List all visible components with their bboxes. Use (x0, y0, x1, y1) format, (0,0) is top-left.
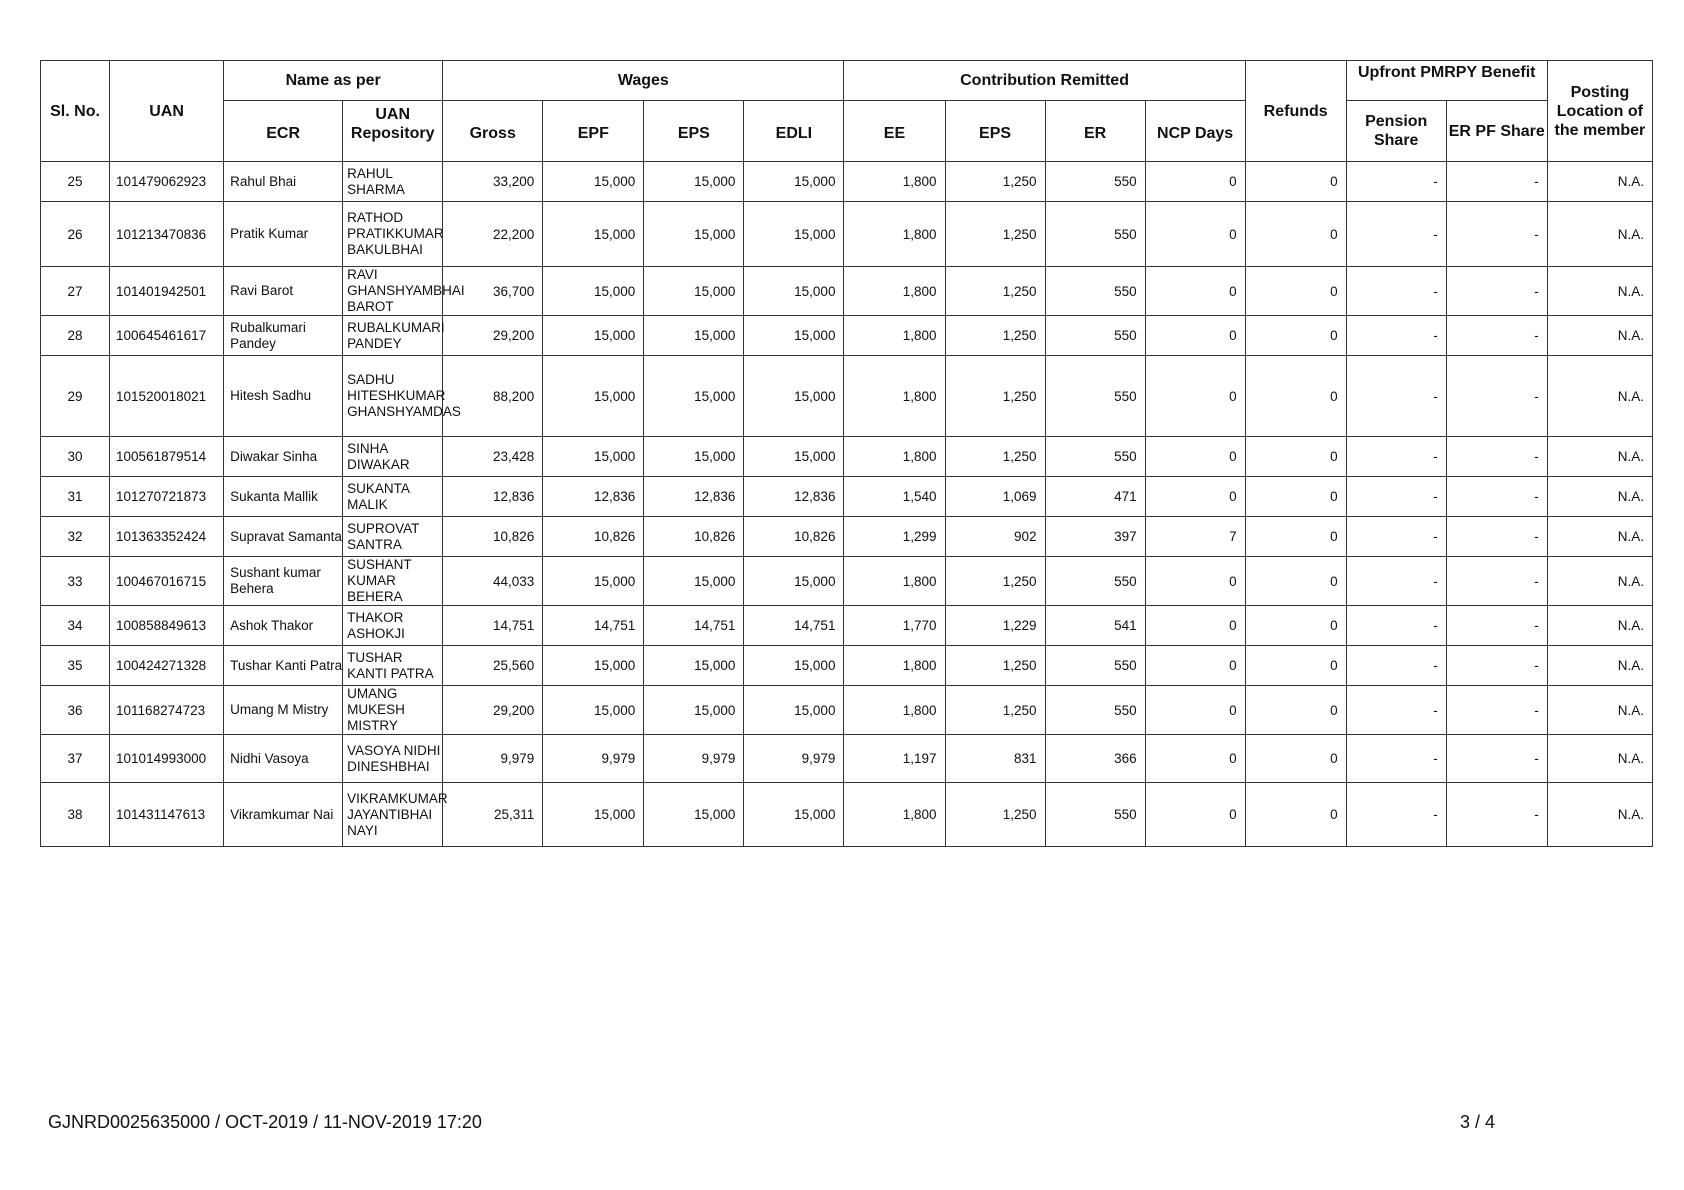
cell-eps-contribution: 1,250 (945, 437, 1045, 477)
cell-ncp-days: 0 (1145, 686, 1245, 735)
cell-uan: 101401942501 (110, 267, 224, 316)
table-row (41, 606, 1653, 646)
cell-er-pf-share: - (1446, 477, 1547, 517)
cell-uan-repository-name: UMANG MUKESH MISTRY (343, 686, 443, 735)
cell-refunds: 0 (1245, 316, 1346, 356)
cell-ee: 1,540 (844, 477, 945, 517)
cell-eps: 15,000 (644, 267, 744, 316)
cell-er: 550 (1045, 202, 1145, 267)
cell-uan-repository-name: TUSHAR KANTI PATRA (343, 646, 443, 686)
cell-epf: 15,000 (543, 267, 644, 316)
cell-edli: 15,000 (744, 686, 844, 735)
cell-uan: 100561879514 (110, 437, 224, 477)
cell-edli: 15,000 (744, 557, 844, 606)
cell-posting-location: N.A. (1547, 735, 1652, 783)
col-group-contribution-remitted: Contribution Remitted (844, 61, 1245, 101)
cell-posting-location: N.A. (1547, 557, 1652, 606)
cell-pension-share: - (1346, 606, 1446, 646)
cell-edli: 15,000 (744, 162, 844, 202)
cell-er-pf-share: - (1446, 267, 1547, 316)
cell-gross: 12,836 (443, 477, 543, 517)
cell-uan: 101270721873 (110, 477, 224, 517)
cell-epf: 9,979 (543, 735, 644, 783)
cell-er: 550 (1045, 557, 1145, 606)
cell-eps-contribution: 1,250 (945, 686, 1045, 735)
cell-posting-location: N.A. (1547, 162, 1652, 202)
cell-gross: 25,560 (443, 646, 543, 686)
cell-uan: 101363352424 (110, 517, 224, 557)
cell-gross: 25,311 (443, 783, 543, 847)
cell-er-pf-share: - (1446, 162, 1547, 202)
cell-sl-no: 33 (41, 557, 110, 606)
cell-uan: 101014993000 (110, 735, 224, 783)
table-row (41, 316, 1653, 356)
cell-ee: 1,800 (844, 356, 945, 437)
cell-edli: 15,000 (744, 437, 844, 477)
cell-eps: 15,000 (644, 437, 744, 477)
cell-er: 541 (1045, 606, 1145, 646)
cell-gross: 88,200 (443, 356, 543, 437)
col-header-sl-no: Sl. No. (41, 61, 110, 162)
cell-refunds: 0 (1245, 356, 1346, 437)
cell-ee: 1,800 (844, 646, 945, 686)
table-row (41, 557, 1653, 606)
cell-uan-repository-name: VASOYA NIDHI DINESHBHAI (343, 735, 443, 783)
table-row (41, 356, 1653, 437)
cell-ecr-name: Sukanta Mallik (224, 477, 343, 517)
cell-edli: 15,000 (744, 202, 844, 267)
cell-gross: 33,200 (443, 162, 543, 202)
cell-ecr-name: Rubalkumari Pandey (224, 316, 343, 356)
cell-refunds: 0 (1245, 437, 1346, 477)
cell-sl-no: 27 (41, 267, 110, 316)
cell-ncp-days: 0 (1145, 477, 1245, 517)
cell-eps-contribution: 1,250 (945, 356, 1045, 437)
cell-posting-location: N.A. (1547, 202, 1652, 267)
cell-pension-share: - (1346, 202, 1446, 267)
cell-posting-location: N.A. (1547, 783, 1652, 847)
table-row (41, 735, 1653, 783)
cell-refunds: 0 (1245, 162, 1346, 202)
cell-edli: 14,751 (744, 606, 844, 646)
cell-ncp-days: 0 (1145, 646, 1245, 686)
cell-epf: 15,000 (543, 437, 644, 477)
cell-edli: 10,826 (744, 517, 844, 557)
cell-er-pf-share: - (1446, 686, 1547, 735)
cell-er-pf-share: - (1446, 735, 1547, 783)
cell-uan-repository-name: RAVI GHANSHYAMBHAI BAROT (343, 267, 443, 316)
cell-uan-repository-name: SUPROVAT SANTRA (343, 517, 443, 557)
cell-sl-no: 25 (41, 162, 110, 202)
cell-sl-no: 35 (41, 646, 110, 686)
cell-eps-contribution: 1,250 (945, 783, 1045, 847)
table-body (41, 162, 1653, 847)
cell-pension-share: - (1346, 162, 1446, 202)
cell-eps-contribution: 1,250 (945, 557, 1045, 606)
cell-ncp-days: 0 (1145, 437, 1245, 477)
cell-er: 550 (1045, 316, 1145, 356)
cell-ncp-days: 0 (1145, 735, 1245, 783)
col-header-posting-location: Posting Location of the member (1547, 61, 1652, 162)
cell-ncp-days: 0 (1145, 267, 1245, 316)
cell-epf: 15,000 (543, 783, 644, 847)
cell-er-pf-share: - (1446, 202, 1547, 267)
cell-eps: 15,000 (644, 356, 744, 437)
cell-ecr-name: Tushar Kanti Patra (224, 646, 343, 686)
cell-ncp-days: 0 (1145, 783, 1245, 847)
cell-eps-contribution: 902 (945, 517, 1045, 557)
cell-pension-share: - (1346, 783, 1446, 847)
cell-ncp-days: 0 (1145, 316, 1245, 356)
cell-er-pf-share: - (1446, 517, 1547, 557)
cell-epf: 15,000 (543, 356, 644, 437)
cell-eps: 15,000 (644, 202, 744, 267)
cell-er: 550 (1045, 356, 1145, 437)
table-row (41, 686, 1653, 735)
cell-refunds: 0 (1245, 606, 1346, 646)
cell-ecr-name: Rahul Bhai (224, 162, 343, 202)
cell-uan: 101431147613 (110, 783, 224, 847)
cell-er-pf-share: - (1446, 783, 1547, 847)
cell-ecr-name: Vikramkumar Nai (224, 783, 343, 847)
cell-ecr-name: Pratik Kumar (224, 202, 343, 267)
cell-eps: 9,979 (644, 735, 744, 783)
col-header-ncp-days: NCP Days (1145, 101, 1245, 162)
cell-uan: 101213470836 (110, 202, 224, 267)
cell-eps-contribution: 1,250 (945, 316, 1045, 356)
cell-pension-share: - (1346, 517, 1446, 557)
col-header-eps: EPS (644, 101, 744, 162)
table-row (41, 437, 1653, 477)
col-group-name-as-per: Name as per (224, 61, 443, 101)
cell-uan: 100645461617 (110, 316, 224, 356)
cell-eps-contribution: 1,250 (945, 646, 1045, 686)
cell-uan-repository-name: THAKOR ASHOKJI (343, 606, 443, 646)
footer-page-number: 3 / 4 (1460, 1112, 1496, 1132)
cell-er-pf-share: - (1446, 606, 1547, 646)
cell-posting-location: N.A. (1547, 316, 1652, 356)
cell-edli: 9,979 (744, 735, 844, 783)
cell-eps: 12,836 (644, 477, 744, 517)
cell-refunds: 0 (1245, 783, 1346, 847)
cell-gross: 44,033 (443, 557, 543, 606)
cell-uan-repository-name: RATHOD PRATIKKUMAR BAKULBHAI (343, 202, 443, 267)
cell-uan: 101479062923 (110, 162, 224, 202)
cell-ecr-name: Umang M Mistry (224, 686, 343, 735)
cell-edli: 12,836 (744, 477, 844, 517)
cell-ee: 1,800 (844, 202, 945, 267)
cell-er: 550 (1045, 437, 1145, 477)
cell-posting-location: N.A. (1547, 437, 1652, 477)
col-header-gross: Gross (443, 101, 543, 162)
cell-gross: 36,700 (443, 267, 543, 316)
cell-eps: 15,000 (644, 783, 744, 847)
cell-pension-share: - (1346, 356, 1446, 437)
cell-pension-share: - (1346, 735, 1446, 783)
cell-uan-repository-name: RUBALKUMARI PANDEY (343, 316, 443, 356)
col-header-edli: EDLI (744, 101, 844, 162)
cell-er: 550 (1045, 686, 1145, 735)
cell-epf: 12,836 (543, 477, 644, 517)
cell-uan: 100858849613 (110, 606, 224, 646)
cell-uan-repository-name: SUKANTA MALIK (343, 477, 443, 517)
cell-uan-repository-name: VIKRAMKUMAR JAYANTIBHAI NAYI (343, 783, 443, 847)
cell-refunds: 0 (1245, 202, 1346, 267)
cell-er: 397 (1045, 517, 1145, 557)
cell-ee: 1,800 (844, 686, 945, 735)
table-row (41, 517, 1653, 557)
cell-edli: 15,000 (744, 316, 844, 356)
cell-refunds: 0 (1245, 477, 1346, 517)
cell-refunds: 0 (1245, 735, 1346, 783)
cell-er: 366 (1045, 735, 1145, 783)
cell-uan: 100424271328 (110, 646, 224, 686)
cell-gross: 10,826 (443, 517, 543, 557)
cell-ecr-name: Sushant kumar Behera (224, 557, 343, 606)
cell-uan-repository-name: SUSHANT KUMAR BEHERA (343, 557, 443, 606)
col-header-pension-share: Pension Share (1346, 101, 1446, 162)
cell-posting-location: N.A. (1547, 517, 1652, 557)
cell-pension-share: - (1346, 477, 1446, 517)
cell-eps-contribution: 1,229 (945, 606, 1045, 646)
cell-epf: 15,000 (543, 646, 644, 686)
cell-epf: 15,000 (543, 202, 644, 267)
cell-uan-repository-name: SINHA DIWAKAR (343, 437, 443, 477)
table-row (41, 162, 1653, 202)
col-header-uan: UAN (110, 61, 224, 162)
cell-ecr-name: Hitesh Sadhu (224, 356, 343, 437)
cell-gross: 29,200 (443, 686, 543, 735)
cell-posting-location: N.A. (1547, 686, 1652, 735)
cell-epf: 15,000 (543, 316, 644, 356)
cell-er: 550 (1045, 267, 1145, 316)
col-header-eps-contribution: EPS (945, 101, 1045, 162)
cell-gross: 22,200 (443, 202, 543, 267)
cell-edli: 15,000 (744, 783, 844, 847)
col-group-wages: Wages (443, 61, 844, 101)
cell-eps-contribution: 831 (945, 735, 1045, 783)
cell-pension-share: - (1346, 316, 1446, 356)
cell-ee: 1,800 (844, 557, 945, 606)
col-group-upfront-pmrpy: Upfront PMRPY Benefit (1346, 61, 1547, 101)
cell-posting-location: N.A. (1547, 646, 1652, 686)
cell-epf: 10,826 (543, 517, 644, 557)
col-header-er-pf-share: ER PF Share (1446, 101, 1547, 162)
cell-er-pf-share: - (1446, 316, 1547, 356)
table-row (41, 783, 1653, 847)
cell-eps: 10,826 (644, 517, 744, 557)
cell-er: 471 (1045, 477, 1145, 517)
cell-er: 550 (1045, 783, 1145, 847)
col-header-ee: EE (844, 101, 945, 162)
cell-ecr-name: Ravi Barot (224, 267, 343, 316)
cell-ecr-name: Ashok Thakor (224, 606, 343, 646)
cell-ncp-days: 0 (1145, 606, 1245, 646)
cell-ncp-days: 0 (1145, 557, 1245, 606)
col-header-uan-repository: UAN Repository (343, 101, 443, 162)
cell-refunds: 0 (1245, 517, 1346, 557)
cell-pension-share: - (1346, 686, 1446, 735)
cell-pension-share: - (1346, 267, 1446, 316)
cell-edli: 15,000 (744, 267, 844, 316)
cell-eps-contribution: 1,250 (945, 162, 1045, 202)
cell-er-pf-share: - (1446, 437, 1547, 477)
cell-gross: 23,428 (443, 437, 543, 477)
cell-sl-no: 26 (41, 202, 110, 267)
cell-epf: 15,000 (543, 162, 644, 202)
cell-edli: 15,000 (744, 356, 844, 437)
cell-pension-share: - (1346, 437, 1446, 477)
cell-ncp-days: 0 (1145, 202, 1245, 267)
cell-ee: 1,800 (844, 267, 945, 316)
cell-refunds: 0 (1245, 646, 1346, 686)
cell-ee: 1,800 (844, 783, 945, 847)
cell-er: 550 (1045, 646, 1145, 686)
cell-pension-share: - (1346, 557, 1446, 606)
cell-eps: 15,000 (644, 557, 744, 606)
cell-refunds: 0 (1245, 267, 1346, 316)
cell-eps-contribution: 1,250 (945, 202, 1045, 267)
table-row (41, 202, 1653, 267)
cell-refunds: 0 (1245, 557, 1346, 606)
cell-er-pf-share: - (1446, 356, 1547, 437)
cell-er-pf-share: - (1446, 557, 1547, 606)
cell-sl-no: 30 (41, 437, 110, 477)
cell-eps: 15,000 (644, 316, 744, 356)
cell-ee: 1,800 (844, 316, 945, 356)
col-header-er: ER (1045, 101, 1145, 162)
cell-sl-no: 38 (41, 783, 110, 847)
cell-sl-no: 32 (41, 517, 110, 557)
cell-eps: 15,000 (644, 686, 744, 735)
cell-sl-no: 28 (41, 316, 110, 356)
cell-ee: 1,299 (844, 517, 945, 557)
table-row (41, 477, 1653, 517)
cell-refunds: 0 (1245, 686, 1346, 735)
cell-uan-repository-name: RAHUL SHARMA (343, 162, 443, 202)
cell-uan: 100467016715 (110, 557, 224, 606)
cell-sl-no: 37 (41, 735, 110, 783)
cell-ee: 1,800 (844, 162, 945, 202)
cell-gross: 9,979 (443, 735, 543, 783)
cell-ncp-days: 0 (1145, 356, 1245, 437)
table-header (41, 61, 1653, 162)
ecr-challan-table (40, 60, 1653, 847)
cell-er-pf-share: - (1446, 646, 1547, 686)
cell-eps: 15,000 (644, 646, 744, 686)
cell-uan: 101168274723 (110, 686, 224, 735)
cell-posting-location: N.A. (1547, 356, 1652, 437)
cell-eps: 14,751 (644, 606, 744, 646)
cell-epf: 14,751 (543, 606, 644, 646)
cell-ee: 1,197 (844, 735, 945, 783)
cell-eps-contribution: 1,250 (945, 267, 1045, 316)
footer-document-reference: GJNRD0025635000 / OCT-2019 / 11-NOV-2019 17:20 (48, 1112, 482, 1132)
cell-sl-no: 29 (41, 356, 110, 437)
cell-ncp-days: 7 (1145, 517, 1245, 557)
col-header-refunds: Refunds (1245, 61, 1346, 162)
table-row (41, 646, 1653, 686)
cell-ecr-name: Supravat Samanta (224, 517, 343, 557)
cell-ncp-days: 0 (1145, 162, 1245, 202)
cell-edli: 15,000 (744, 646, 844, 686)
cell-er: 550 (1045, 162, 1145, 202)
cell-eps-contribution: 1,069 (945, 477, 1045, 517)
cell-sl-no: 31 (41, 477, 110, 517)
cell-ee: 1,770 (844, 606, 945, 646)
cell-ecr-name: Nidhi Vasoya (224, 735, 343, 783)
col-header-ecr: ECR (224, 101, 343, 162)
cell-epf: 15,000 (543, 557, 644, 606)
cell-gross: 29,200 (443, 316, 543, 356)
table-row (41, 267, 1653, 316)
cell-epf: 15,000 (543, 686, 644, 735)
cell-sl-no: 34 (41, 606, 110, 646)
cell-sl-no: 36 (41, 686, 110, 735)
col-header-epf: EPF (543, 101, 644, 162)
cell-posting-location: N.A. (1547, 477, 1652, 517)
cell-posting-location: N.A. (1547, 606, 1652, 646)
cell-uan-repository-name: SADHU HITESHKUMAR GHANSHYAMDAS (343, 356, 443, 437)
cell-eps: 15,000 (644, 162, 744, 202)
cell-uan: 101520018021 (110, 356, 224, 437)
cell-gross: 14,751 (443, 606, 543, 646)
cell-posting-location: N.A. (1547, 267, 1652, 316)
cell-ee: 1,800 (844, 437, 945, 477)
cell-pension-share: - (1346, 646, 1446, 686)
cell-ecr-name: Diwakar Sinha (224, 437, 343, 477)
